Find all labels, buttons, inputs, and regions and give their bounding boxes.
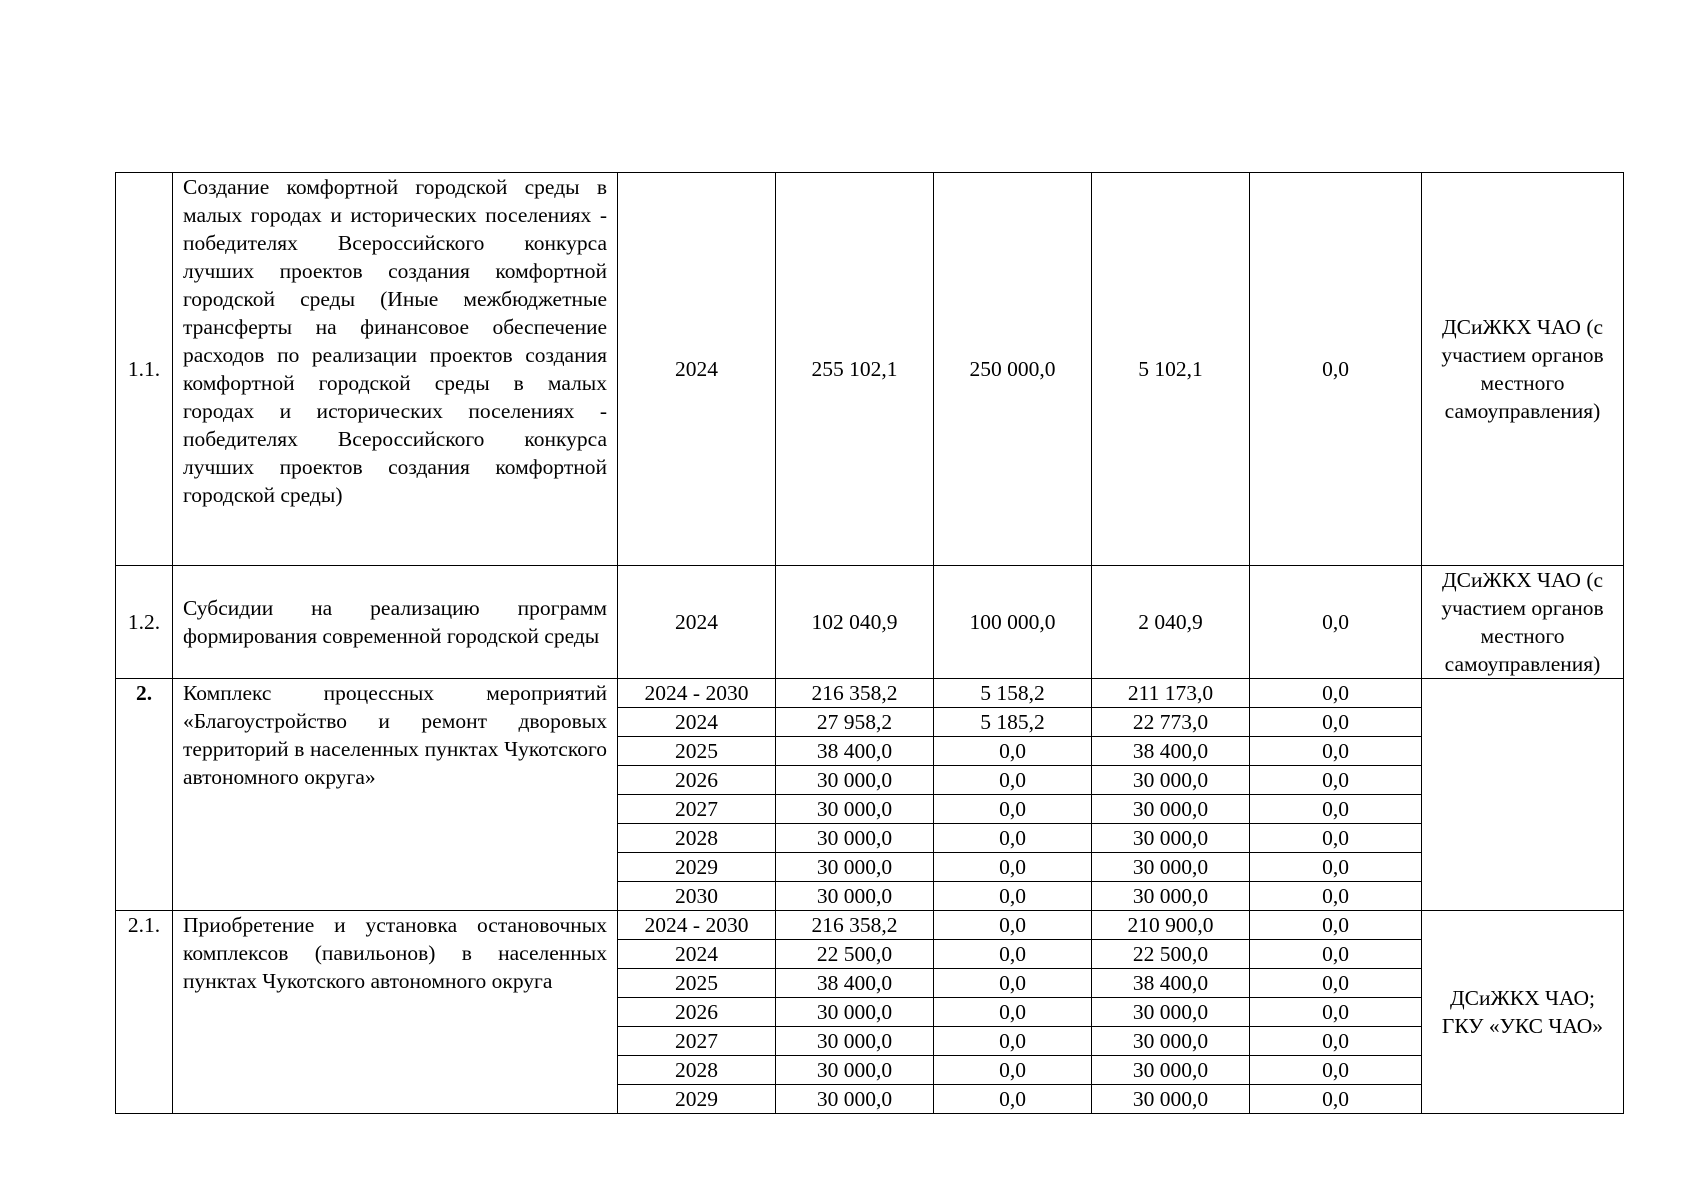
row-col1: 100 000,0 [934, 566, 1092, 679]
row-col2: 30 000,0 [1092, 853, 1250, 882]
row-executor [1422, 679, 1624, 911]
row-col2: 22 773,0 [1092, 708, 1250, 737]
table-row [116, 566, 1624, 679]
row-col3: 0,0 [1250, 566, 1422, 679]
row-col1: 5 185,2 [934, 708, 1092, 737]
row-description: Приобретение и установка остановочных комплексов (павильонов) в населенных пунктах Чукотского автономного округа [173, 911, 618, 1114]
row-number: 2.1. [116, 911, 173, 1114]
row-col1: 0,0 [934, 824, 1092, 853]
row-col1: 0,0 [934, 998, 1092, 1027]
row-total: 216 358,2 [776, 679, 934, 708]
row-period: 2027 [618, 795, 776, 824]
row-col1: 0,0 [934, 766, 1092, 795]
row-description: Комплекс процессных мероприятий «Благоустройство и ремонт дворовых территорий в населенных пунктах Чукотского автономного округа» [173, 679, 618, 911]
row-col2: 210 900,0 [1092, 911, 1250, 940]
row-col1: 250 000,0 [934, 173, 1092, 566]
row-period: 2024 [618, 708, 776, 737]
row-total: 27 958,2 [776, 708, 934, 737]
row-executor: ДСиЖКХ ЧАО (с участием органов местного самоуправления) [1422, 566, 1624, 679]
row-total: 30 000,0 [776, 853, 934, 882]
row-col2: 30 000,0 [1092, 824, 1250, 853]
row-period: 2029 [618, 853, 776, 882]
row-col1: 0,0 [934, 940, 1092, 969]
row-period: 2024 [618, 173, 776, 566]
row-description: Субсидии на реализацию программ формирования современной городской среды [173, 566, 618, 679]
row-col1: 0,0 [934, 853, 1092, 882]
row-period: 2026 [618, 998, 776, 1027]
row-period: 2025 [618, 969, 776, 998]
row-col3: 0,0 [1250, 1056, 1422, 1085]
row-col3: 0,0 [1250, 1027, 1422, 1056]
row-col2: 2 040,9 [1092, 566, 1250, 679]
row-col3: 0,0 [1250, 1085, 1422, 1114]
row-col2: 30 000,0 [1092, 1056, 1250, 1085]
row-col3: 0,0 [1250, 882, 1422, 911]
row-col1: 0,0 [934, 795, 1092, 824]
row-total: 30 000,0 [776, 795, 934, 824]
row-col3: 0,0 [1250, 940, 1422, 969]
row-col2: 211 173,0 [1092, 679, 1250, 708]
budget-table [115, 172, 1624, 1114]
row-executor: ДСиЖКХ ЧАО; ГКУ «УКС ЧАО» [1422, 911, 1624, 1114]
row-col1: 0,0 [934, 911, 1092, 940]
row-number: 2. [116, 679, 173, 911]
row-total: 216 358,2 [776, 911, 934, 940]
row-total: 30 000,0 [776, 1056, 934, 1085]
row-col3: 0,0 [1250, 708, 1422, 737]
row-period: 2029 [618, 1085, 776, 1114]
row-col2: 22 500,0 [1092, 940, 1250, 969]
table-row [116, 679, 1624, 708]
row-col3: 0,0 [1250, 911, 1422, 940]
row-period: 2024 [618, 566, 776, 679]
row-description: Создание комфортной городской среды в малых городах и исторических поселениях - победителях Всероссийского конкурса лучших проектов создания комфортной городской среды (Иные межбюджетные трансферты на финансовое обеспечение расходов по реализации проектов создания комфортной городской среды в малых городах и исторических поселениях - победителях Всероссийского конкурса лучших проектов создания комфортной городской среды) [173, 173, 618, 566]
row-executor: ДСиЖКХ ЧАО (с участием органов местного самоуправления) [1422, 173, 1624, 566]
row-total: 255 102,1 [776, 173, 934, 566]
row-period: 2028 [618, 824, 776, 853]
row-period: 2027 [618, 1027, 776, 1056]
row-col2: 38 400,0 [1092, 969, 1250, 998]
row-number: 1.1. [116, 173, 173, 566]
row-col2: 5 102,1 [1092, 173, 1250, 566]
row-col1: 0,0 [934, 1056, 1092, 1085]
row-col3: 0,0 [1250, 853, 1422, 882]
row-col3: 0,0 [1250, 998, 1422, 1027]
row-period: 2026 [618, 766, 776, 795]
row-total: 22 500,0 [776, 940, 934, 969]
row-total: 38 400,0 [776, 969, 934, 998]
table-row [116, 911, 1624, 940]
row-number: 1.2. [116, 566, 173, 679]
row-period: 2030 [618, 882, 776, 911]
row-total: 30 000,0 [776, 824, 934, 853]
row-col3: 0,0 [1250, 824, 1422, 853]
row-period: 2025 [618, 737, 776, 766]
row-col3: 0,0 [1250, 679, 1422, 708]
row-total: 38 400,0 [776, 737, 934, 766]
row-col2: 30 000,0 [1092, 998, 1250, 1027]
row-col3: 0,0 [1250, 795, 1422, 824]
row-period: 2024 [618, 940, 776, 969]
row-col2: 38 400,0 [1092, 737, 1250, 766]
row-total: 30 000,0 [776, 1085, 934, 1114]
row-period: 2024 - 2030 [618, 911, 776, 940]
row-total: 102 040,9 [776, 566, 934, 679]
row-col2: 30 000,0 [1092, 1085, 1250, 1114]
row-col1: 0,0 [934, 882, 1092, 911]
row-col2: 30 000,0 [1092, 766, 1250, 795]
row-total: 30 000,0 [776, 766, 934, 795]
row-col2: 30 000,0 [1092, 882, 1250, 911]
row-col1: 0,0 [934, 1027, 1092, 1056]
row-col1: 0,0 [934, 1085, 1092, 1114]
row-col3: 0,0 [1250, 173, 1422, 566]
row-col1: 0,0 [934, 969, 1092, 998]
row-col1: 0,0 [934, 737, 1092, 766]
row-col1: 5 158,2 [934, 679, 1092, 708]
row-total: 30 000,0 [776, 882, 934, 911]
row-period: 2024 - 2030 [618, 679, 776, 708]
table-row [116, 173, 1624, 566]
row-total: 30 000,0 [776, 1027, 934, 1056]
row-col2: 30 000,0 [1092, 795, 1250, 824]
row-col2: 30 000,0 [1092, 1027, 1250, 1056]
row-col3: 0,0 [1250, 737, 1422, 766]
row-col3: 0,0 [1250, 969, 1422, 998]
row-total: 30 000,0 [776, 998, 934, 1027]
row-period: 2028 [618, 1056, 776, 1085]
row-col3: 0,0 [1250, 766, 1422, 795]
